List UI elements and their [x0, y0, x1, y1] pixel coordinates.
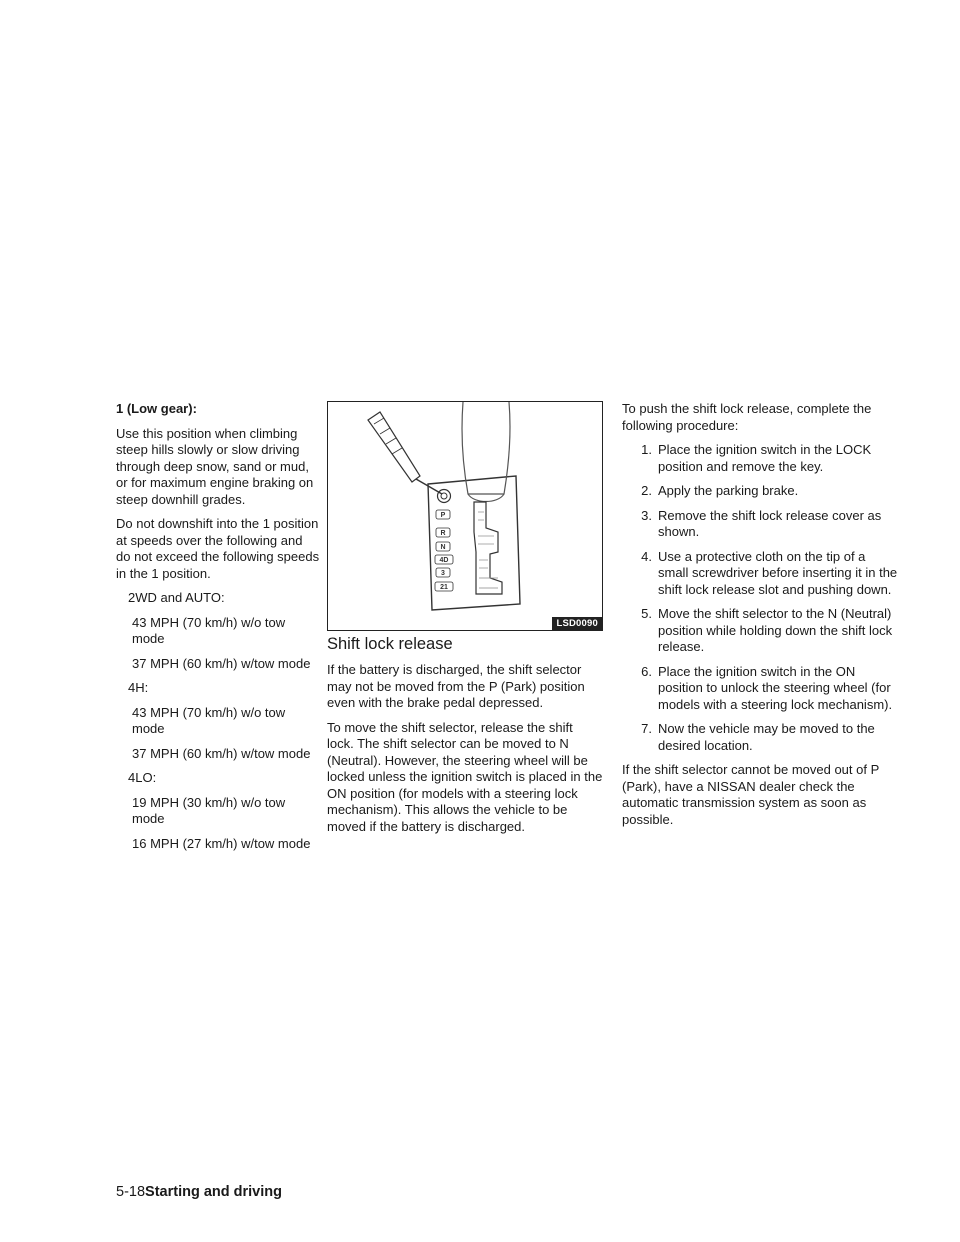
procedure-step [622, 442, 898, 475]
procedure-closing: If the shift selector cannot be moved out of P (Park), have a NISSAN dealer check the automatic transmission system as soon as possible. [622, 762, 880, 827]
procedure-intro: To push the shift lock release, complete the following procedure: [622, 401, 872, 433]
step-text: Now the vehicle may be moved to the desired location. [658, 721, 875, 753]
gate-label-3: 3 [441, 570, 445, 577]
procedure-steps [622, 442, 898, 754]
step-text: Place the ignition switch in the ON position to unlock the steering wheel (for models with a steering lock mechanism). [658, 663, 893, 712]
shift-lock-para-1: If the battery is discharged, the shift selector may not be moved from the P (Park) position even with the brake pedal depressed. [327, 662, 585, 710]
low-gear-para-1: Use this position when climbing steep hills slowly or slow driving through deep snow, sand or mud, or for maximum engine braking on steep downhill grades. [116, 425, 314, 507]
procedure-step [622, 549, 898, 599]
shift-lock-column [327, 634, 603, 843]
speed-line-4lo-tow: 16 MPH (27 km/h) w/tow mode [132, 835, 311, 851]
speed-line-4h-tow: 37 MPH (60 km/h) w/tow mode [132, 745, 311, 761]
step-number: 7. [641, 721, 652, 736]
shift-lock-figure [327, 401, 603, 631]
step-number: 2. [641, 483, 652, 498]
procedure-column [622, 401, 898, 836]
page-number: 5-18 [116, 1184, 146, 1200]
speed-line-2wd-no-tow: 43 MPH (70 km/h) w/o tow mode [132, 614, 286, 646]
step-number: 6. [641, 663, 652, 679]
low-gear-column [116, 401, 320, 860]
speed-group-label-4h: 4H: [128, 680, 149, 695]
step-number: 1. [641, 442, 652, 457]
chapter-title: Starting and driving [145, 1184, 282, 1200]
figure-code: LSD0090 [552, 617, 602, 630]
low-gear-para-2: Do not downshift into the 1 position at speeds over the following and do not exceed the following speeds in the 1 position. [116, 516, 320, 581]
step-text: Place the ignition switch in the LOCK position and remove the key. [658, 442, 872, 474]
speed-group-label-2wd: 2WD and AUTO: [128, 590, 225, 605]
step-text: Apply the parking brake. [658, 483, 799, 498]
step-number: 3. [641, 507, 652, 523]
gate-label-21: 21 [440, 584, 448, 591]
step-text: Move the shift selector to the N (Neutral) position while holding down the shift lock release. [658, 606, 893, 654]
procedure-step [622, 721, 898, 754]
shift-lock-illustration [328, 402, 602, 630]
gate-label-4d: 4D [439, 557, 449, 564]
gate-label-n: N [440, 544, 446, 551]
speed-line-4lo-no-tow: 19 MPH (30 km/h) w/o tow mode [132, 794, 286, 826]
gate-label-r: R [440, 530, 446, 537]
section-title: Shift lock release [327, 635, 453, 653]
page-footer [116, 1184, 282, 1200]
step-text: Remove the shift lock release cover as shown. [658, 507, 882, 539]
step-number: 5. [641, 606, 652, 621]
gate-label-p: P [440, 512, 446, 519]
procedure-step [622, 483, 898, 500]
speed-group-label-4lo: 4LO: [128, 770, 157, 785]
step-number: 4. [641, 548, 652, 564]
shift-lock-para-2: To move the shift selector, release the shift lock. The shift selector can be moved to N (Neutral). However, the steering wheel will be locked unless the ignition switch is placed in the ON position (for models with a steering lock mechanism). This allows the vehicle to be moved if the battery is discharged. [327, 719, 603, 834]
procedure-step [622, 508, 898, 541]
procedure-step [622, 606, 898, 656]
low-gear-heading: 1 (Low gear): [116, 401, 197, 416]
speed-line-2wd-tow: 37 MPH (60 km/h) w/tow mode [132, 655, 311, 671]
step-text: Use a protective cloth on the tip of a small screwdriver before inserting it in the shift lock release slot and pushing down. [658, 548, 898, 597]
procedure-step [622, 664, 898, 714]
speed-line-4h-no-tow: 43 MPH (70 km/h) w/o tow mode [132, 704, 286, 736]
